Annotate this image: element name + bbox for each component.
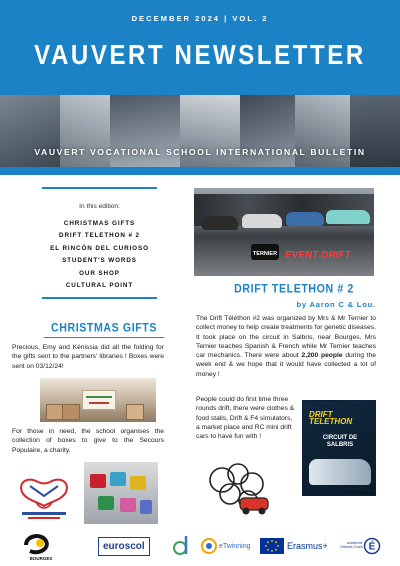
toc-list <box>42 220 157 289</box>
drift-paragraph-1 <box>196 314 376 379</box>
euroscol-label: euroscol <box>98 537 150 556</box>
drift-paragraph-2: People could do first time three rounds drift, there were clothes & food stalls, Drift & F4 simulators, a market place and RC mini drift cars to have fun with ! <box>196 396 295 440</box>
newsletter-title: VAUVERT NEWSLETTER <box>34 39 366 71</box>
etwinning-label: eTwinning <box>219 542 251 550</box>
etwinning-icon <box>200 537 218 555</box>
drift-byline: by Aaron C & Lou. <box>296 300 376 309</box>
drift-paragraph-1b: There were about 2,200 people during the week end & we hope that it would have collected a lot of money ! <box>196 352 376 378</box>
drift-smoke-icon <box>200 462 282 518</box>
toc-label: In this edition: <box>79 203 120 210</box>
christmas-heading-rule <box>44 337 164 338</box>
bourges-icon <box>20 531 62 561</box>
academie-e-icon <box>363 536 381 556</box>
drift-telethon-heading: DRIFT TELETHON # 2 <box>234 282 354 296</box>
christmas-card <box>82 390 116 410</box>
event-drift-logo <box>249 238 369 268</box>
drift-paragraph-1a: The Drift Téléthon #2 was organized by Mrs & Mr Ternier to collect money to help create treatments for genetic diseases. It took place on the circuit in Salbris, near Bourges. Mrs Ternier teaches Spanish & French while Mr Ternier teaches car mechanics. <box>196 315 376 359</box>
poster-circuit: CIRCUIT DE SALBRIS <box>322 435 358 448</box>
christmas-gifts-heading: CHRISTMAS GIFTS <box>50 321 158 335</box>
toc-item[interactable]: EL RINCÓN DEL CURIOSO <box>50 244 149 252</box>
toc-item[interactable]: OUR SHOP <box>79 269 120 277</box>
toc-bottom-rule <box>42 297 157 299</box>
table-of-contents <box>42 187 157 299</box>
issue-dateline: DECEMBER 2024 | VOL. 2 <box>131 14 269 23</box>
christmas-paragraph-1: Precious, Emy and Kénissia did all the folding for the gifts sent to the partners' libraries ! Boxes were sent on 03/12/24! <box>12 344 164 370</box>
erasmus-days-logo <box>170 526 196 566</box>
bourges-logo <box>20 526 62 566</box>
drift-cars-photo <box>194 188 374 276</box>
svg-text:BOURGES: BOURGES <box>29 556 53 561</box>
euroscol-logo <box>98 526 150 566</box>
poster-car <box>309 459 371 485</box>
secours-populaire-icon <box>8 472 80 522</box>
event-drift-text: EVENT DRIFT <box>285 250 351 261</box>
toc-item[interactable]: DRIFT TELETHON # 2 <box>59 232 140 240</box>
christmas-paragraph-2: For those in need, the school organises the collection of boxes to give to the Secours Populaire, a charity. <box>12 428 164 454</box>
svg-text:É: É <box>368 541 375 553</box>
ternier-logo-text: TERNIER <box>252 251 278 257</box>
academie-orleans-tours-logo: académie Orléans-Tours É <box>340 526 381 566</box>
toc-item[interactable]: STUDENT'S WORDS <box>62 257 137 265</box>
etwinning-logo <box>200 526 251 566</box>
attendance-count: 2,200 people <box>301 352 343 359</box>
drift-car-smoke-illustration <box>200 462 282 518</box>
masthead <box>0 0 400 175</box>
toc-item[interactable]: CHRISTMAS GIFTS <box>63 220 136 227</box>
secours-populaire-logo <box>8 472 80 522</box>
toc-top-rule <box>42 187 157 189</box>
gift-boxes-photo <box>84 462 158 524</box>
partner-logos-footer <box>0 526 400 566</box>
erasmus-plus-logo <box>260 526 328 566</box>
christmas-boxes-photo <box>40 378 156 422</box>
erasmus-plus-label: Erasmus+ <box>287 541 328 551</box>
poster-headline: DRIFT TELETHON <box>309 410 353 427</box>
erasmus-d-icon <box>170 532 196 560</box>
drift-telethon-poster <box>302 400 376 496</box>
eu-flag-icon <box>260 538 284 554</box>
school-bulletin-subtitle: VAUVERT VOCATIONAL SCHOOL INTERNATIONAL BULLETIN <box>34 147 366 157</box>
toc-item[interactable]: CULTURAL POINT <box>65 281 134 289</box>
